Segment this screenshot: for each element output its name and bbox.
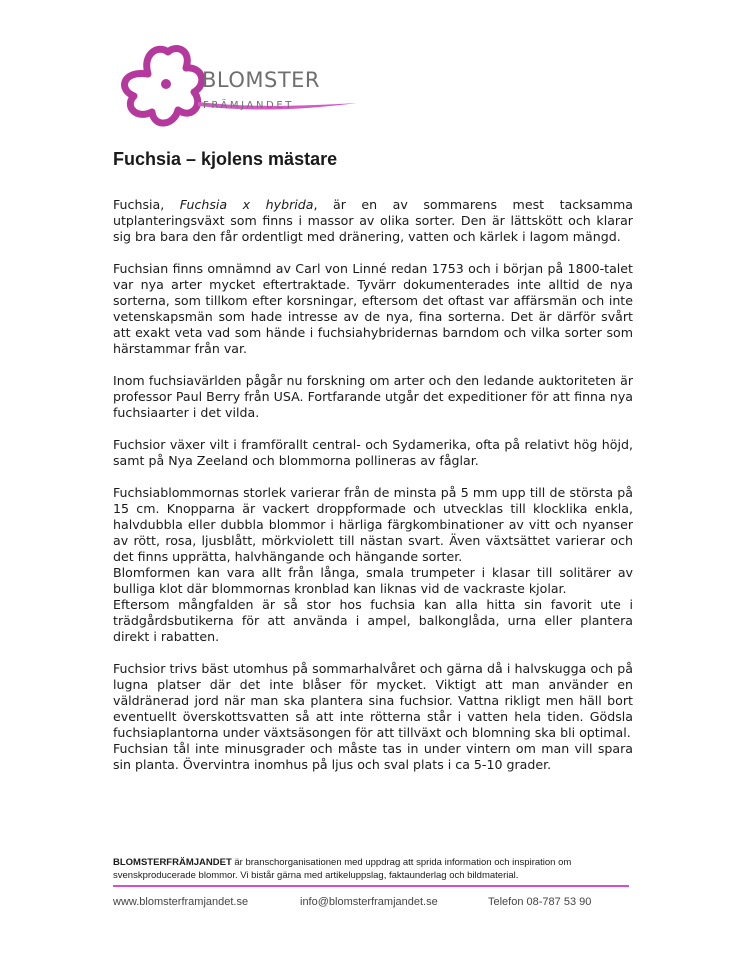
footer-phone: Telefon 08-787 53 90 bbox=[488, 896, 592, 908]
brand-name: BLOMSTER bbox=[202, 68, 321, 92]
paragraph-intro: Fuchsia, Fuchsia x hybrida, är en av sommarens mest tacksamma utplanteringsväxt som finns i massor av olika sorter. Den är lättskött och klarar sig bra bara den får ordentligt med dränering, vatten och kärlek i lagom mängd. bbox=[113, 197, 633, 244]
footer-organization-text: BLOMSTERFRÄMJANDET är branschorganisationen med uppdrag att sprida information och inspiration om svenskproducerade blommor. Vi bistår gärna med artikeluppslag, faktaunderlag och bildmaterial. bbox=[113, 857, 572, 881]
document-body bbox=[113, 197, 633, 773]
paragraph-care: Fuchsior trivs bäst utomhus på sommarhalvåret och gärna då i halvskugga och på lugna platser där det inte blåser för mycket. Viktigt att man använder en väldränerad jord när man ska plantera sina fuchsior. Vattna rikligt men häll bort eventuellt överskottsvatten så att inte rötterna står i vatten hela tiden. Gödsla fuchsiaplantorna under växtsäsongen för att tillväxt och blomning ska bli optimal. bbox=[113, 661, 633, 740]
footer-email-link[interactable]: info@blomsterframjandet.se bbox=[300, 896, 438, 908]
paragraph-flowers: Fuchsiablommornas storlek varierar från de minsta på 5 mm upp till de största på 15 cm. Knopparna är vackert droppformade och utvecklas till klocklika enkla, halvdubbla eller dubbla blommor i härliga färgkombinationer av vitt och nyanser av rött, rosa, ljusblått, mörkviolett till nästan svart. Även växtsättet varierar och det finns upprätta, halvhängande och hängande sorter. bbox=[113, 485, 633, 564]
document-title: Fuchsia – kjolens mästare bbox=[113, 149, 338, 169]
paragraph-flower-shape: Blomformen kan vara allt från långa, smala trumpeter i klasar till solitärer av bulliga klot där blommornas kronblad kan liknas vid de vackraste kjolar. bbox=[113, 565, 633, 596]
paragraph-winter: Fuchsian tål inte minusgrader och måste tas in under vintern om man vill spara sin planta. Övervintra inomhus på ljus och sval plats i ca 5-10 grader. bbox=[113, 741, 633, 772]
footer-website-link[interactable]: www.blomsterframjandet.se bbox=[113, 896, 249, 908]
paragraph-history: Fuchsian finns omnämnd av Carl von Linné redan 1753 och i början på 1800-talet var nya arter mycket eftertraktade. Tyvärr dokumenterades inte alltid de nya sorterna, som tillkom efter korsningar, eftersom det oftast var affärsmän och inte vetenskapsmän som hade intresse av de nya, fina sorterna. Det är därför svårt att exakt veta vad som hände i fuchsiahybridernas barndom och vilka sorter som härstammar från var. bbox=[113, 261, 633, 356]
paragraph-variety: Eftersom mångfalden är så stor hos fuchsia kan alla hitta sin favorit ute i trädgårdsbutikerna för att använda i ampel, balkonglåda, urna eller plantera direkt i rabatten. bbox=[113, 597, 633, 644]
latin-name: Fuchsia x hybrida bbox=[179, 197, 314, 212]
paragraph-habitat: Fuchsior växer vilt i framförallt central- och Sydamerika, ofta på relativt hög höjd, samt på Nya Zeeland och blommorna pollineras av fåglar. bbox=[113, 437, 633, 468]
footer-divider bbox=[113, 885, 629, 887]
paragraph-research: Inom fuchsiavärlden pågår nu forskning om arter och den ledande auktoriteten är professor Paul Berry från USA. Fortfarande utgår det expeditioner för att finna nya fuchsiaarter i det vilda. bbox=[113, 373, 633, 420]
brand-subtitle: FRÄMJANDET bbox=[203, 100, 294, 111]
